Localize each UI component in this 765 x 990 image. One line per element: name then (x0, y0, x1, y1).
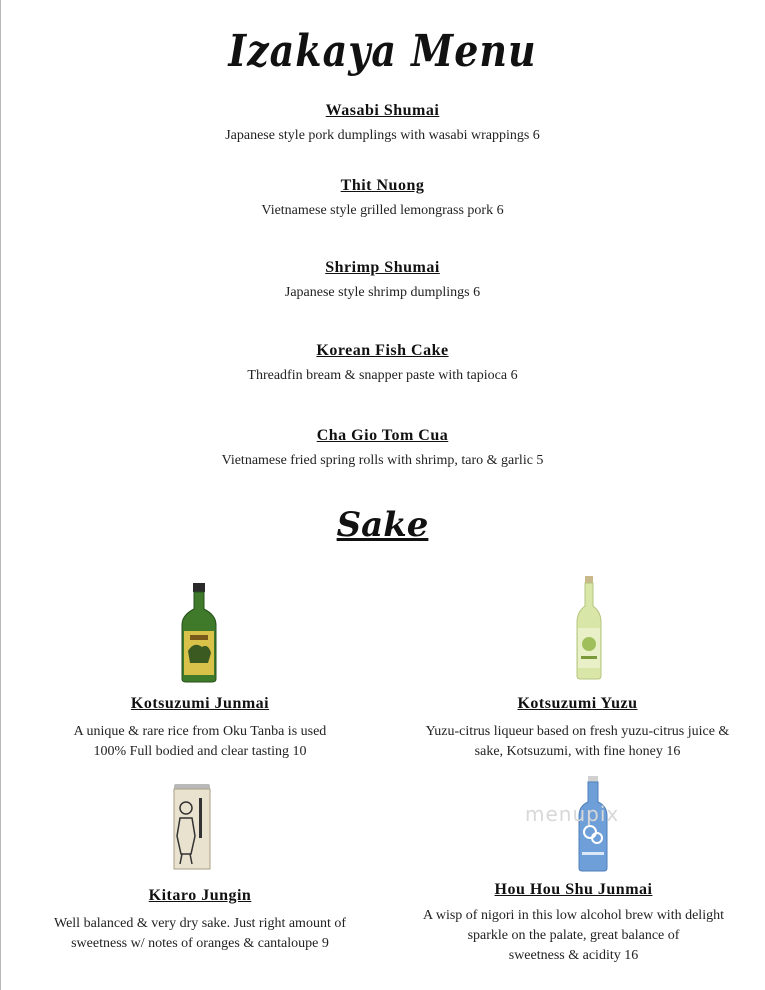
menu-item (0, 177, 765, 219)
menu-title: Izakaya Menu (228, 24, 537, 77)
item-description: Japanese style pork dumplings with wasabi wrappings 6 (225, 128, 540, 143)
sake-description-line: A unique & rare rice from Oku Tanba is used (73, 724, 327, 739)
sake-cup-image (171, 784, 213, 875)
item-description: Vietnamese style grilled lemongrass pork 6 (261, 203, 504, 218)
item-name: Cha Gio Tom Cua (316, 427, 449, 444)
item-name: Thit Nuong (340, 177, 425, 194)
sake-description-line: Yuzu-citrus liqueur based on fresh yuzu-citrus juice & (425, 724, 730, 739)
sake-name: Kitaro Jungin (148, 887, 252, 904)
sake-item (390, 695, 765, 762)
menu-item (0, 259, 765, 301)
sake-item (382, 881, 765, 966)
item-name: Shrimp Shumai (325, 259, 440, 276)
item-description: Japanese style shrimp dumplings 6 (284, 285, 481, 300)
sake-title-text: Sake (336, 505, 429, 545)
sake-description-line: sake, Kotsuzumi, with fine honey 16 (474, 744, 681, 759)
item-name: Korean Fish Cake (316, 342, 449, 359)
sake-name: Kotsuzumi Yuzu (517, 695, 638, 712)
item-name: Wasabi Shumai (325, 102, 440, 119)
page-border (0, 0, 1, 990)
watermark: menupix (525, 802, 620, 826)
sake-section-title (0, 505, 765, 545)
sake-description-line: sparkle on the palate, great balance of (467, 928, 680, 943)
sake-description-line: A wisp of nigori in this low alcohol brew with delight (423, 908, 724, 923)
sake-description (0, 722, 400, 762)
menu-item (0, 102, 765, 144)
blue-sake-bottle-image (576, 776, 610, 877)
sake-description-line: Well balanced & very dry sake. Just right amount of (53, 916, 347, 931)
item-description: Vietnamese fried spring rolls with shrimp, taro & garlic 5 (221, 453, 544, 468)
green-sake-bottle-image (178, 583, 220, 688)
sake-description (382, 906, 765, 966)
sake-name: Hou Hou Shu Junmai (494, 881, 653, 898)
menu-item (0, 427, 765, 469)
sake-item (0, 695, 400, 762)
sake-description (390, 722, 765, 762)
sake-description-line: sweetness w/ notes of oranges & cantaloupe 9 (71, 936, 329, 951)
menu-item (0, 342, 765, 384)
sake-description-line: 100% Full bodied and clear tasting 10 (93, 744, 307, 759)
item-description: Threadfin bream & snapper paste with tapioca 6 (247, 368, 518, 383)
sake-description-line: sweetness & acidity 16 (508, 948, 639, 963)
yuzu-bottle-image (574, 576, 604, 685)
sake-name: Kotsuzumi Junmai (130, 695, 270, 712)
sake-description (0, 914, 400, 954)
sake-item (0, 887, 400, 954)
